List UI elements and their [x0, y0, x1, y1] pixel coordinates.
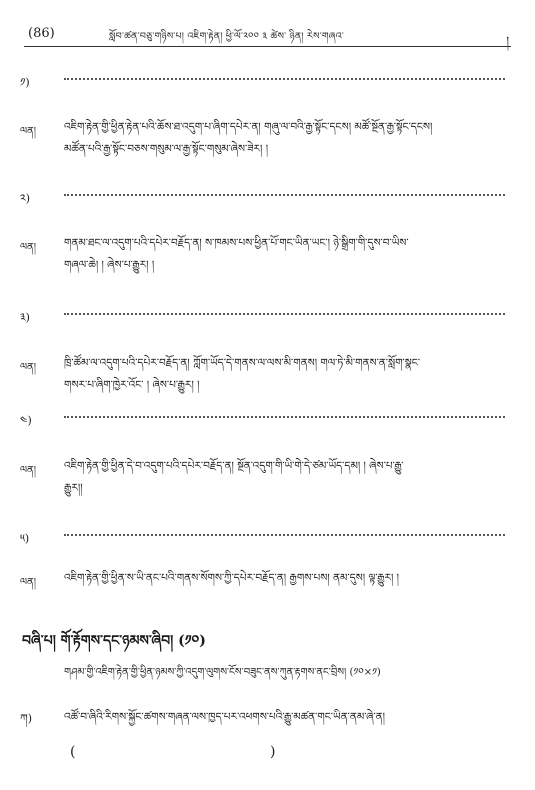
- answer-line: འཇིག་རྟེན་གྱི་ཕྱིན་ས་ཡི་ནང་པའི་གནས་སོགས་ཀྱི་དཔེར་བརྗོད་ན། རྒྱགས་པས། ནམ་དུས། ལྟ་རྒྱུར། །: [64, 572, 400, 584]
- answer-dotted-line: [64, 416, 505, 419]
- question-number: ༤): [20, 414, 32, 427]
- answer-label: ལན།: [20, 465, 36, 476]
- answer-label: ལན།: [20, 362, 36, 373]
- answer-line: རྒྱུར།།: [64, 482, 83, 494]
- answer-text: [64, 116, 513, 160]
- answer-dotted-line: [64, 78, 505, 81]
- answer-dotted-line: [64, 534, 505, 537]
- answer-line: གཞལ་ཆེ། ། ཞེས་པ་རྒྱུར། །: [64, 259, 155, 271]
- answer-line: འཇིག་རྟེན་གྱི་ཕྱིན་དེ་བ་འདུག་པའི་དཔེར་བརྗོད་ན། སྔོན་འདུག་གི་ཡི་གེ་དེ་ཙམ་ཡོད་དམ། ། ཞེས་པ་རྒྱུ་: [64, 460, 404, 472]
- answer-text: [64, 455, 513, 499]
- answer-blank-open: (: [70, 744, 76, 760]
- answer-blank-close: ): [270, 744, 276, 760]
- question-number: ༥): [20, 532, 30, 545]
- section-instruction: གཤམ་གྱི་འཇིག་རྟེན་གྱི་ཕྱིན་ཉམས་ཀྱི་འདུག་ལུགས་ངོས་བཟུང་ནས་ཀུན་རྟགས་ནང་བྲིས། (༡༠×༡): [64, 667, 381, 678]
- answer-label: ལན།: [20, 242, 36, 253]
- answer-line: གསར་པ་ཞིག་ཁྱེར་འོང་ ། ཞེས་པ་རྒྱུར། །: [64, 379, 200, 391]
- answer-text: [64, 352, 513, 396]
- question-number: ༢): [20, 192, 30, 205]
- page-number: (86): [28, 26, 55, 41]
- question-label: ཀ): [20, 712, 33, 725]
- question-number: ༣): [20, 311, 30, 324]
- question-number: ༡): [20, 76, 30, 89]
- answer-text: [64, 232, 513, 276]
- answer-line: ཁྲི་ཚོམ་ལ་འདུག་པའི་དཔེར་བརྗོད་ན། ཀློག་ཡོད་དེ་གནས་ལ་ལས་མི་གནས། གལ་ཏེ་མི་གནས་ན་སློག་སྣང་: [64, 357, 421, 369]
- answer-line: འཇིག་རྟེན་གྱི་ཕྱིན་རྟེན་པའི་ཆོས་ཐ་འདུག་པ་ཞིག་དཔེར་ན། གཞུ་ལ་བའི་རྒྱ་སྟོང་དངས། མཚོ་སྔོན་རྒྱ་སྟོང་དངས།: [64, 121, 433, 133]
- section-heading: བཞི་པ། གོ་རྟོགས་དང་ཉམས་ཞིབ། (༡༠): [22, 633, 206, 649]
- header-title: སློབ་ཚན་བཅུ་གཉིས་པ། འཇིག་རྟེན། ཕྱི་ལོ་༢༠༠ ༣ ཚེས་ ཉིན། རེས་གཞའ་: [109, 31, 344, 42]
- answer-dotted-line: [64, 194, 505, 197]
- answer-label: ལན།: [20, 577, 36, 588]
- page-header: [24, 22, 511, 47]
- answer-dotted-line: [64, 313, 505, 316]
- header-shad: །: [506, 34, 509, 48]
- answer-label: ལན།: [20, 126, 36, 137]
- answer-line: མཚོན་པའི་རྒྱ་སྟོང་བཅས་གསུམ་ལ་རྒྱ་སྟོང་གསུམ་ཞེས་ཟེར། །: [64, 143, 269, 155]
- answer-line: གནམ་ཐང་ལ་འདུག་པའི་དཔེར་བརྗོད་ན། ས་ཁམས་པས་ཕྱིན་པོ་གང་ཡིན་ཡང་། ཉེ་སྒྲིག་གི་དུས་བ་ཡིས་: [64, 237, 409, 249]
- question-text: འཚོ་བ་ཞིའི་རིགས་སྐྱོང་ཚགས་གཞན་ལས་ཁྱད་པར་འཕགས་པའི་རྒྱུ་མཚན་གང་ཡིན་ནམ་ཞེ་ན།: [64, 711, 385, 723]
- answer-text: [64, 567, 513, 589]
